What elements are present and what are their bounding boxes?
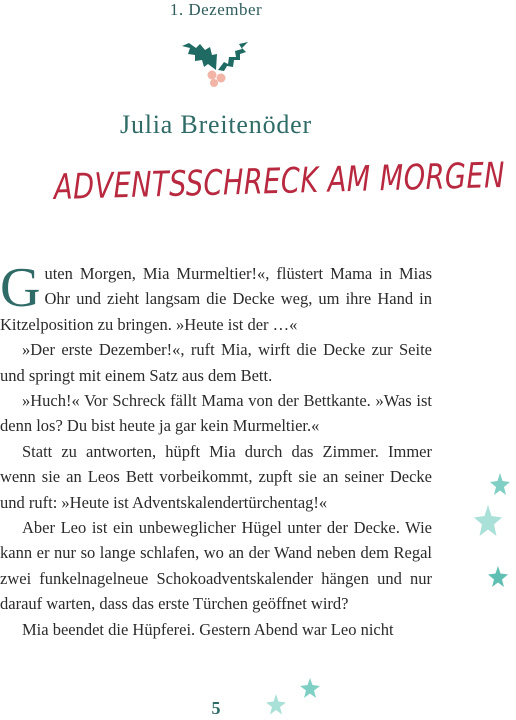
paragraph: Statt zu antworten, hüpft Mia durch das Zimmer. Immer wenn sie an Leos Bett vorbeikommt, zupft sie an seiner Decke und ruft: »Heute ist Adventskalendertürchentag!«	[0, 441, 432, 512]
chapter-date: 1. Dezember	[169, 0, 263, 19]
star-icon	[300, 678, 320, 698]
paragraph: »Der erste Dezember!«, ruft Mia, wirft die Decke zur Seite und springt mit einem Satz aus dem Bett.	[0, 340, 432, 385]
story-title-text: ADVENTSSCHRECK AM MORGEN	[53, 155, 506, 208]
holly-icon	[178, 40, 256, 88]
star-decoration-right	[466, 465, 516, 595]
story-text	[0, 257, 432, 642]
page-number: 5	[211, 698, 221, 718]
drop-cap: G	[0, 257, 41, 319]
paragraph: Aber Leo ist ein unbeweglicher Hügel unter der Decke. Wie kann er nur so lange schlafen, wo an der Wand neben dem Regal zwei funkelnagelneue Schokoadventskalender hängen und nur darauf warten, dass das erste Türchen geöffnet wird?	[0, 518, 432, 614]
author-name: Julia Breitenöder	[120, 110, 312, 139]
paragraph: »Huch!« Vor Schreck fällt Mama von der Bettkante. »Was ist denn los? Du bist heute ja gar kein Murmeltier.«	[0, 391, 432, 436]
story-title	[53, 155, 506, 208]
paragraph-text: uten Morgen, Mia Murmeltier!«, flüstert Mama in Mias Ohr und zieht langsam die Decke weg, um ihre Hand in Kitzelposition zu bringen. »Heute ist der …«	[0, 264, 432, 334]
paragraph	[0, 257, 432, 337]
star-icon	[474, 505, 502, 536]
paragraph: Mia beendet die Hüpferei. Gestern Abend war Leo nicht	[22, 619, 394, 639]
star-icon	[490, 473, 510, 495]
star-icon	[488, 566, 508, 587]
